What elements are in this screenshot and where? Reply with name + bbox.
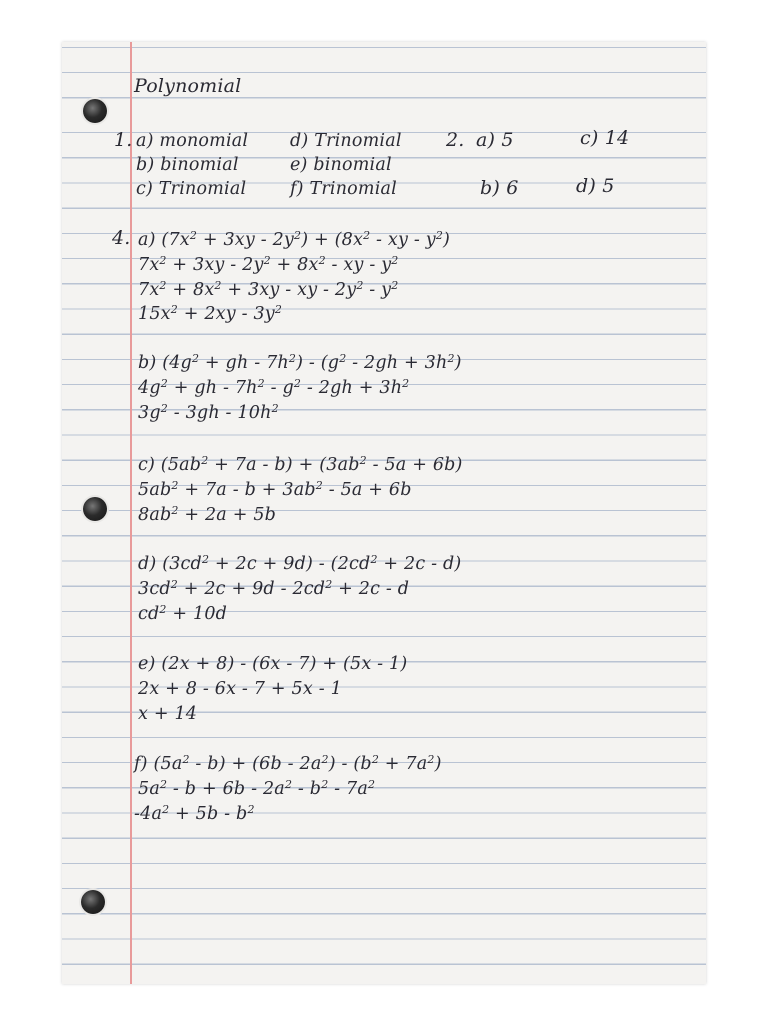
q2-answer-c: c) 14 [580, 127, 630, 149]
punch-hole-top [83, 99, 107, 123]
q4a-line-3: $7x^2 + 8x^2 + 3xy$ - xy - $2y^2 - y^2$ [138, 279, 399, 300]
red-margin-line [130, 42, 132, 984]
q4c-line-3: $8ab^2 + 2a + 5b$ [138, 504, 277, 525]
q4b-line-3: $3g^2 - 3gh - 10h^2$ [138, 402, 279, 423]
q1-number: 1. [114, 129, 133, 151]
punch-hole-middle [83, 497, 107, 521]
q1-answer-a: a) monomial [136, 131, 249, 151]
q1-answer-c: c) Trinomial [136, 179, 247, 199]
q1-answer-e: e) binomial [290, 155, 392, 175]
q4-number: 4. [112, 227, 131, 249]
q4e-line-1: e) (2x + 8) - (6x - 7) + (5x - 1) [138, 654, 408, 674]
q2-number: 2. [446, 129, 465, 151]
q4a-line-1: a) $(7x^2 + 3xy - 2y^2) + (8x^2$ - xy - $y^2$) [138, 229, 451, 250]
q4b-line-1: b) ($4g^2$ + gh - $7h^2) - (g^2 - 2gh + 3h^2)$ [138, 352, 462, 373]
q4f-line-3: $-4a^2 + 5b - b^2$ [134, 803, 255, 824]
q4d-line-3: $cd^2 + 10d$ [138, 603, 228, 624]
q1-answer-f: f) Trinomial [290, 179, 397, 199]
q4d-line-1: d) $(3cd^2 + 2c + 9d) - (2cd^2 + 2c - d)$ [138, 553, 462, 574]
q2-answer-d: d) 5 [576, 175, 615, 197]
q2-answer-a: a) 5 [476, 129, 514, 151]
q4f-line-1: f) $(5a^2 - b) + (6b - 2a^2) - (b^2 + 7a^2)$ [134, 753, 442, 774]
q1-answer-b: b) binomial [136, 155, 239, 175]
q4b-line-2: $4g^2$ + gh - $7h^2 - g^2 - 2gh + 3h^2$ [138, 377, 410, 398]
q4c-line-1: c) $(5ab^2 + 7a - b) + (3ab^2 - 5a + 6b)$ [138, 454, 463, 475]
punch-hole-bottom [81, 890, 105, 914]
q4c-line-2: $5ab^2 + 7a - b + 3ab^2 - 5a + 6b$ [138, 479, 412, 500]
q2-answer-b: b) 6 [480, 177, 519, 199]
q4d-line-2: $3cd^2 + 2c + 9d - 2cd^2 + 2c - d$ [138, 578, 410, 599]
q4a-line-2: $7x^2 + 3xy - 2y^2 + 8x^2$ - xy - $y^2$ [138, 254, 399, 275]
notebook-page [62, 42, 706, 984]
q4e-line-3: x + 14 [138, 704, 198, 724]
q1-answer-d: d) Trinomial [290, 131, 402, 151]
page-title: Polynomial [134, 75, 242, 97]
q4a-line-4: $15x^2 + 2xy - 3y^2$ [138, 303, 283, 324]
q4f-line-2: $5a^2 - b + 6b - 2a^2 - b^2 - 7a^2$ [138, 778, 376, 799]
q4e-line-2: 2x + 8 - 6x - 7 + 5x - 1 [138, 679, 342, 699]
